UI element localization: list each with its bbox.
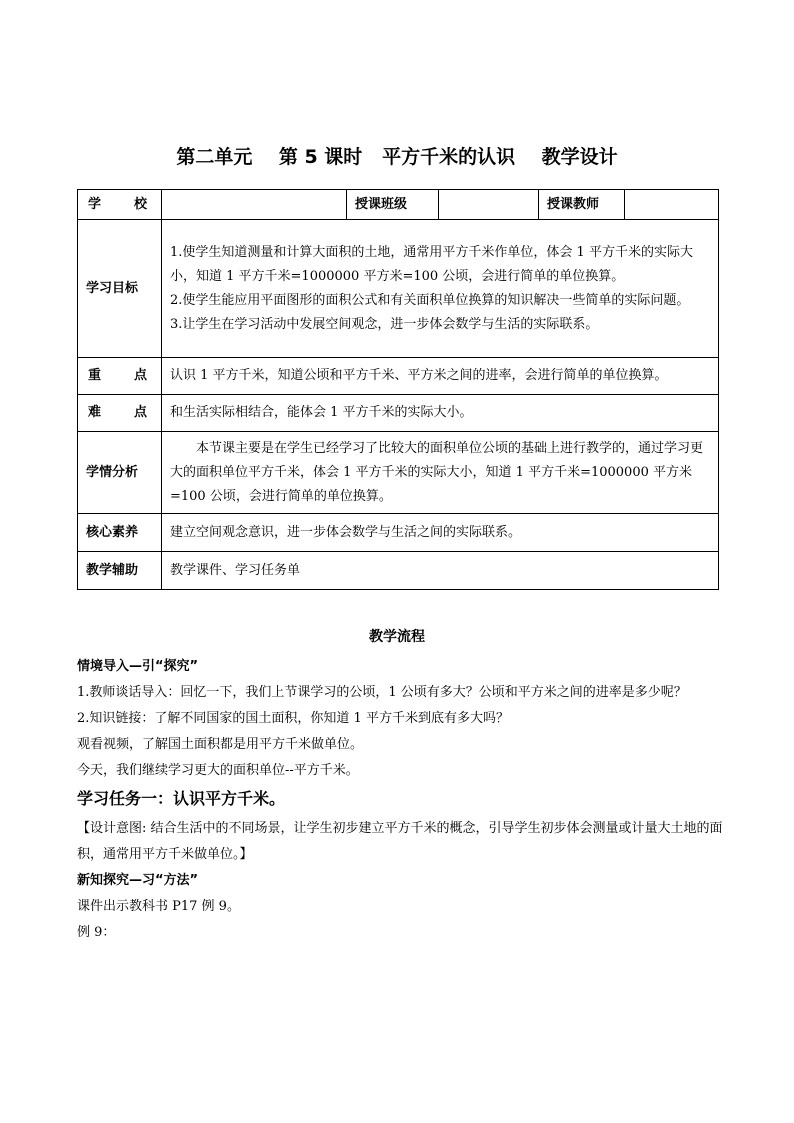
literacy-value: 建立空间观念意识，进一步体会数学与生活之间的实际联系。 [162,514,719,552]
table-row [78,358,719,395]
aids-label: 教学辅助 [78,552,162,590]
intro-line: 2.知识链接：了解不同国家的国土面积，你知道 1 平方千米到底有多大吗？ [77,711,509,726]
class-label: 授课班级 [347,190,439,220]
page-title: 第二单元 第 5 课时 平方千米的认识 教学设计 [176,146,618,168]
explore-line: 例 9： [77,925,116,940]
intro-line: 1.教师谈话导入：回忆一下，我们上节课学习的公顷，1 公顷有多大？公顷和平方米之间的进率是多少呢？ [77,685,687,700]
intro-line: 观看视频，了解国土面积都是用平方千米做单位。 [77,737,364,752]
analysis-label: 学情分析 [78,432,162,514]
goal-item: 1.使学生知道测量和计算大面积的土地，通常用平方千米作单位，体会 1 平方千米的实际大小，知道 1 平方千米=1000000 平方米=100 公顷，会进行简单的单位换算。 [170,244,693,284]
explore-heading: 新知探究—习“方法” [77,873,199,888]
table-row [78,432,719,514]
teacher-value [625,190,719,220]
class-value [439,190,539,220]
explore-line: 课件出示教科书 P17 例 9。 [77,899,240,914]
design-intent: 【设计意图: 结合生活中的不同场景，让学生初步建立平方千米的概念，引导学生初步体会测量或计量大土地的面积，通常用平方千米做单位。】 [77,821,723,862]
table-row [78,190,719,220]
teacher-label: 授课教师 [539,190,625,220]
flow-title: 教学流程 [369,629,425,645]
intro-heading: 情境导入—引“探究” [77,659,199,674]
goal-item: 2.使学生能应用平面图形的面积公式和有关面积单位换算的知识解决一些简单的实际问题。 [170,292,690,308]
table-row [78,395,719,432]
goals-cell [162,220,719,358]
literacy-label: 核心素养 [78,514,162,552]
difficult-label: 难 点 [78,395,162,432]
analysis-value: 本节课主要是在学生已经学习了比较大的面积单位公顷的基础上进行教学的，通过学习更大的面积单位平方千米，体会 1 平方千米的实际大小，知道 1 平方千米=1000000 平方米=100 公顷，会进行简单的单位换算。 [162,432,719,514]
goal-item: 3.让学生在学习活动中发展空间观念，进一步体会数学与生活的实际联系。 [170,316,599,332]
aids-value: 教学课件、学习任务单 [162,552,719,590]
key-label: 重 点 [78,358,162,395]
intro-line: 今天，我们继续学习更大的面积单位--平方千米。 [77,763,359,778]
key-value: 认识 1 平方千米，知道公顷和平方千米、平方米之间的进率，会进行简单的单位换算。 [162,358,719,395]
lesson-info-table [77,189,719,590]
flow-body [77,654,727,946]
goals-label: 学习目标 [78,220,162,358]
table-row [78,552,719,590]
school-label: 学 校 [78,190,162,220]
task-heading: 学习任务一：认识平方千米。 [77,789,286,808]
school-value [162,190,347,220]
difficult-value: 和生活实际相结合，能体会 1 平方千米的实际大小。 [162,395,719,432]
table-row [78,514,719,552]
table-row [78,220,719,358]
